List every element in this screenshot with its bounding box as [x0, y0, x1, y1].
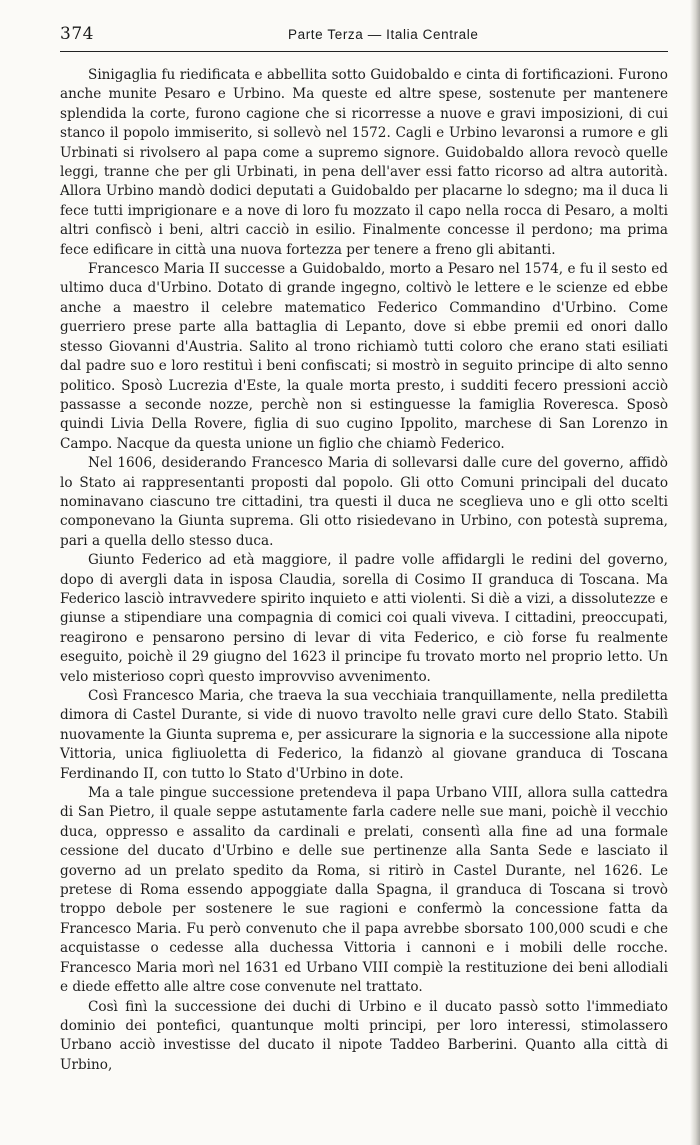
paragraph: Ma a tale pingue successione pretendeva il papa Urbano VIII, allora sulla cattedra di San Pietro, il quale seppe astutamente farla cadere nelle sue mani, poichè il vecchio duca, oppresso e assalito da cardinali e prelati, consentì alla fine ad una formale cessione del ducato d'Urbino e delle sue pertinenze alla Santa Sede e lasciato il governo ad un prelato spedito da Roma, si ritirò in Castel Durante, nel 1626. Le pretese di Roma essendo appoggiate dalla Spagna, il granduca di Toscana si trovò troppo debole per sostenere le sue ragioni e confermò la concessione fatta da Francesco Maria. Fu però convenuto che il papa avrebbe sborsato 100,000 scudi e che acquistasse o cedesse alla duchessa Vittoria i cannoni e i mobili delle rocche. Francesco Maria morì nel 1631 ed Urbano VIII compiè la restituzione dei beni allodiali e diede effetto alle altre cose convenute nel trattato. — [60, 785, 668, 996]
paragraph: Francesco Maria II successe a Guidobaldo, morto a Pesaro nel 1574, e fu il sesto ed ultimo duca d'Urbino. Dotato di grande ingegno, coltivò le lettere e le scienze ed ebbe anche a maestro il celebre matematico Federico Commandino d'Urbino. Come guerriero prese parte alla battaglia di Lepanto, dove si ebbe premii ed onori dallo stesso Giovanni d'Austria. Salito al trono richiamò tutti coloro che erano stati esiliati dal padre suo e loro restituì i beni confiscati; si mostrò in seguito principe di alto senno politico. Sposò Lucrezia d'Este, la quale morta presto, i sudditi fecero pressioni acciò passasse a seconde nozze, perchè non si estinguesse la famiglia Roveresca. Sposò quindi Livia Della Rovere, figlia di suo cugino Ippolito, marchese di San Lorenzo in Campo. Nacque da questa unione un figlio che chiamò Federico. — [60, 261, 668, 452]
paragraph: Giunto Federico ad età maggiore, il padre volle affidargli le redini del governo, dopo di avergli data in isposa Claudia, sorella di Cosimo II granduca di Toscana. Ma Federico lasciò intravvedere spirito inquieto e atti violenti. Si diè a vizi, a dissolutezze e giunse a stipendiare una compagnia di comici coi quali viveva. I cittadini, preoccupati, reagirono e pensarono persino di levar di vita Federico, e ciò forse fu realmente eseguito, poichè il 29 giugno del 1623 il principe fu trovato morto nel proprio letto. Un velo misterioso coprì questo improvviso avvenimento. — [60, 552, 668, 685]
paragraph: Sinigaglia fu riedificata e abbellita sotto Guidobaldo e cinta di fortificazioni. Furono anche munite Pesaro e Urbino. Ma queste ed altre spese, sostenute per mantenere splendida la corte, furono cagione che si ricorresse a nuove e gravi imposizioni, di cui stanco il popolo immiserito, si sollevò nel 1572. Cagli e Urbino levaronsi a rumore e gli Urbinati si rivolsero al papa come a supremo signore. Guidobaldo allora revocò quelle leggi, tranne che per gli Urbinati, in pena dell'aver essi fatto ricorso ad altra autorità. Allora Urbino mandò dodici deputati a Guidobaldo per placarne lo sdegno; ma il duca li fece tutti imprigionare e a nove di loro fu mozzato il capo nella rocca di Pesaro, a molti altri confiscò i beni, altri cacciò in esilio. Finalmente concesse il perdono; ma prima fece edificare in città una nuova fortezza per tenere a freno gli abitanti. — [60, 67, 668, 258]
header-rule — [60, 51, 668, 52]
body-text — [60, 66, 668, 1075]
running-title: Parte Terza — Italia Centrale — [288, 27, 479, 42]
page-number: 374 — [60, 24, 94, 44]
paragraph: Così Francesco Maria, che traeva la sua vecchiaia tranquillamente, nella prediletta dimora di Castel Durante, si vide di nuovo travolto nelle gravi cure dello Stato. Stabilì nuovamente la Giunta suprema e, per assicurare la signoria e la successione alla nipote Vittoria, unica figliuoletta di Federico, la fidanzò al giovane granduca di Toscana Ferdinando II, con tutto lo Stato d'Urbino in dote. — [60, 688, 668, 782]
page-header — [60, 24, 668, 46]
page-edge-shadow — [690, 0, 700, 1145]
paragraph: Nel 1606, desiderando Francesco Maria di sollevarsi dalle cure del governo, affidò lo Stato ai rappresentanti proposti dal popolo. Gli otto Comuni principali del ducato nominavano ciascuno tre cittadini, tra questi il duca ne sceglieva uno e gli otto scelti componevano la Giunta suprema. Gli otto risiedevano in Urbino, con potestà suprema, pari a quella dello stesso duca. — [60, 455, 668, 549]
paragraph: Così finì la successione dei duchi di Urbino e il ducato passò sotto l'immediato dominio dei pontefici, quantunque molti principi, per loro interessi, stimolassero Urbano acciò investisse del ducato il nipote Taddeo Barberini. Quanto alla città di Urbino, — [60, 998, 668, 1073]
